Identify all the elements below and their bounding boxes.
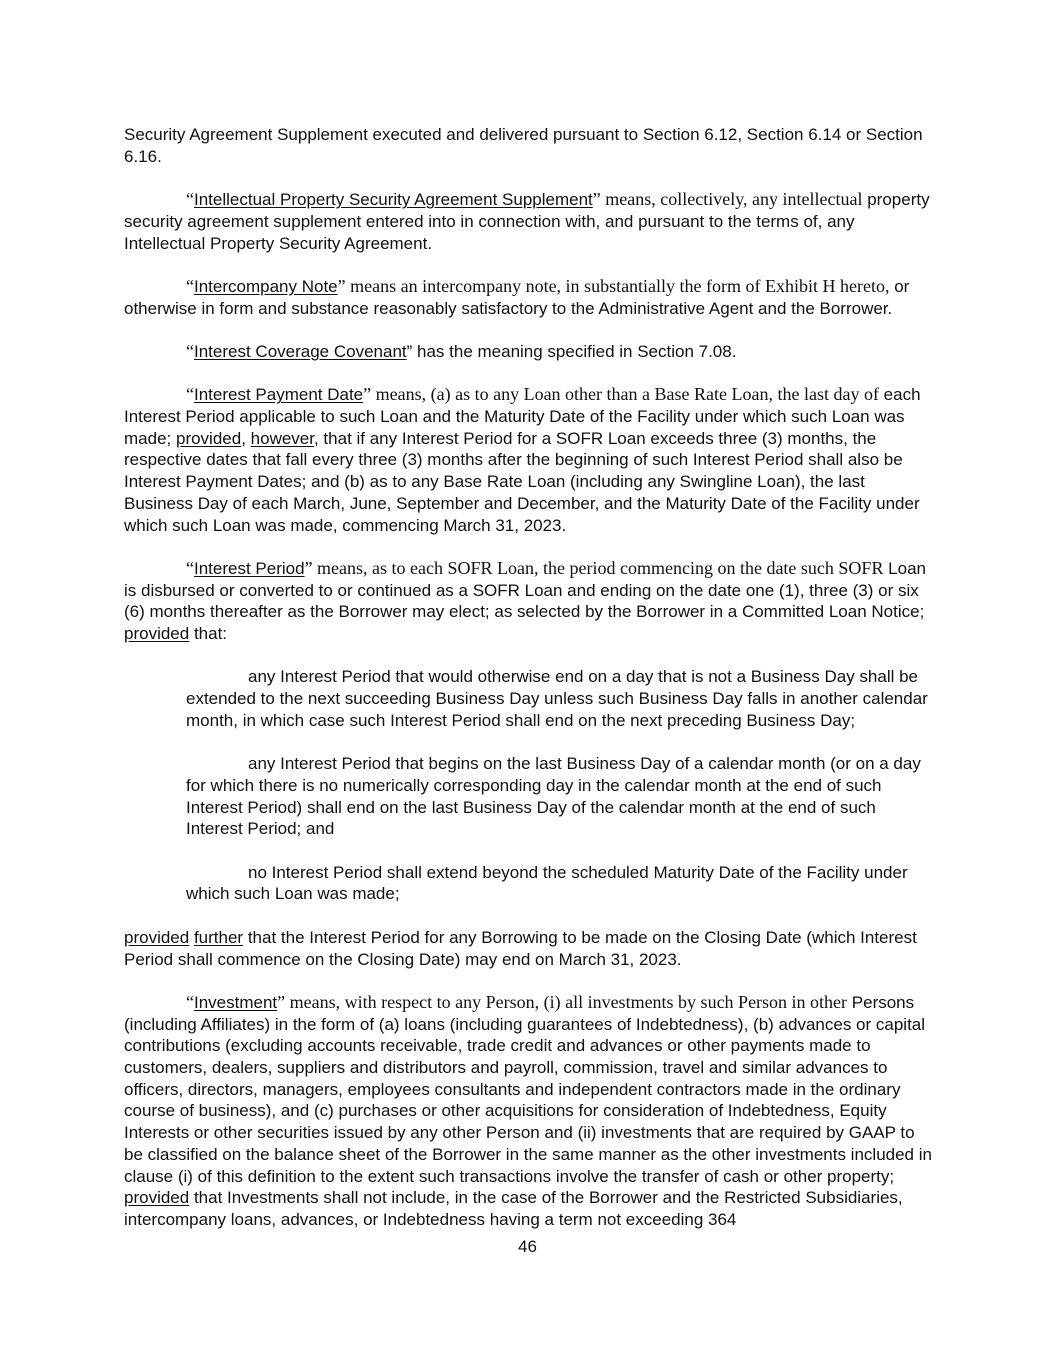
definition-text: Persons (including Affiliates) in the form of (a) loans (including guarantees of Indebtedness), (b) advances or capital contributions (excluding accounts receivable, trade credit and advances or other payments made to customers, dealers, suppliers and distributors and payroll, commission, travel and similar advances to officers, directors, managers, employees consultants and independent contractors made in the ordinary course of business), and (c) purchases or other acquisitions for consideration of Indebtedness, Equity Interests or other securities issued by any other Person and (ii) investments that are required by GAAP to be classified on the balance sheet of the Borrower in the same manner as the other investments included in clause (i) of this definition to the extent such transactions involve the transfer of cash or other property; [124, 992, 932, 1186]
defined-term: Interest Coverage Covenant [194, 341, 407, 361]
definition-interest-coverage-covenant: “Interest Coverage Covenant” has the meaning specified in Section 7.08. [186, 340, 737, 361]
provided-term: provided [124, 927, 190, 947]
interest-period-proviso [124, 927, 932, 970]
definition-intercompany-note: “Intercompany Note” means an intercompany note, in substantially the form of Exhibit H hereto, or otherwise in form and substance reasonably satisfactory to the Administrative Agent and the Borrower. [124, 275, 910, 318]
defined-term: Intellectual Property Security Agreement Supplement [194, 190, 593, 210]
provided-term: provided [124, 1188, 190, 1208]
definition-text: that Investments shall not include, in the case of the Borrower and the Restricted Subsidiaries, intercompany loans, advances, or Indebtedness having a term not exceeding 364 [124, 1188, 903, 1229]
definition-text: that: [189, 624, 228, 644]
definition-lead: ” means, as to each SOFR Loan, the period commencing on the date such SOFR [304, 557, 884, 578]
definition-ip-security-agreement-supplement: “Intellectual Property Security Agreement Supplement” means, collectively, any intellectual property security agreement supplement entered into in connection with, and pursuant to the terms of, any Intellectual Property Security Agreement. [124, 189, 930, 253]
defined-term: Interest Period [194, 558, 305, 578]
interest-period-clause-1: any Interest Period that would otherwise end on a day that is not a Business Day shall be extended to the next succeeding Business Day unless such Business Day falls in another calendar month, in which case such Interest Period shall end on the next preceding Business Day; [186, 667, 928, 730]
defined-term: Intercompany Note [194, 276, 338, 296]
definition-text: each Interest Period applicable to such Loan and the Maturity Date of the Facility under which such Loan was made; [124, 385, 921, 448]
carryover-paragraph: Security Agreement Supplement executed and delivered pursuant to Section 6.12, Section 6.14 or Section 6.16. [124, 125, 923, 166]
definition-text: Loan is disbursed or converted to or continued as a SOFR Loan and ending on the date one (1), three (3) or six (6) months thereafter as the Borrower may elect; as selected by the Borrower in a Committed Loan Notice; [124, 558, 926, 622]
separator: , [241, 428, 251, 448]
defined-term: Interest Payment Date [194, 385, 364, 405]
definition-text: property security agreement supplement entered into in connection with, and pursuant to the terms of, any Intellectual Property Security Agreement. [124, 190, 930, 253]
document-body [124, 124, 932, 1252]
definition-lead: ” means an intercompany note, in substantially the form of Exhibit H hereto, [337, 275, 890, 296]
provided-term: provided [124, 624, 190, 644]
defined-term: Investment [194, 992, 278, 1012]
interest-period-clause-3: no Interest Period shall extend beyond the scheduled Maturity Date of the Facility under which such Loan was made; [186, 862, 908, 904]
however-term: however [250, 428, 314, 448]
definition-investment: “Investment” means, with respect to any Person, (i) all investments by such Person in other Persons (including Affiliates) in the form of (a) loans (including guarantees of Indebtedness), (b) advances or capital contributions (excluding accounts receivable, trade credit and advances or other payments made to customers, dealers, suppliers and distributors and payroll, commission, travel and similar advances to officers, directors, managers, employees consultants and independent contractors made in the ordinary course of business), and (c) purchases or other acquisitions for consideration of Indebtedness, Equity Interests or other securities issued by any other Person and (ii) investments that are required by GAAP to be classified on the balance sheet of the Borrower in the same manner as the other investments included in clause (i) of this definition to the extent such transactions involve the transfer of cash or other property; provided that Investments shall not include, in the case of the Borrower and the Restricted Subsidiaries, intercompany loans, advances, or Indebtedness having a term not exceeding 364 [124, 991, 932, 1229]
definition-text: or otherwise in form and substance reasonably satisfactory to the Administrative Agent and the Borrower. [124, 276, 910, 318]
page-number: 46 [518, 1237, 537, 1256]
definition-text: , that if any Interest Period for a SOFR Loan exceeds three (3) months, the respective dates that fall every three (3) months after the beginning of such Interest Period shall also be Interest Payment Dates; and (b) as to any Base Rate Loan (including any Swingline Loan), the last Business Day of each March, June, September and December, and the Maturity Date of the Facility under which such Loan was made, commencing March 31, 2023. [124, 428, 920, 535]
further-term: further [193, 927, 244, 947]
provided-term: provided [175, 428, 242, 448]
interest-period-clause-2: any Interest Period that begins on the last Business Day of a calendar month (or on a day for which there is no numerically corresponding day in the calendar month at the end of such Interest Period) shall end on the last Business Day of the calendar month at the end of such Interest Period; and [186, 754, 921, 839]
definition-text: ” has the meaning specified in Section 7.08. [406, 341, 737, 361]
definition-lead: ” means, (a) as to any Loan other than a Base Rate Loan, the last day of [363, 384, 879, 405]
definition-lead: ” means, collectively, any intellectual [592, 189, 863, 210]
definition-interest-period: “Interest Period” means, as to each SOFR Loan, the period commencing on the date such SOFR Loan is disbursed or converted to or continued as a SOFR Loan and ending on the date one (1), three (3) or six (6) months thereafter as the Borrower may elect; as selected by the Borrower in a Committed Loan Notice; provided that: [124, 557, 926, 644]
definition-lead: ” means, with respect to any Person, (i) all investments by such Person in other [277, 991, 848, 1012]
definition-text: that the Interest Period for any Borrowing to be made on the Closing Date (which Interest Period shall commence on the Closing Date) may end on March 31, 2023. [124, 927, 917, 969]
definition-interest-payment-date: “Interest Payment Date” means, (a) as to any Loan other than a Base Rate Loan, the last day of each Interest Period applicable to such Loan and the Maturity Date of the Facility under which such Loan was made; provided, however, that if any Interest Period for a SOFR Loan exceeds three (3) months, the respective dates that fall every three (3) months after the beginning of such Interest Period shall also be Interest Payment Dates; and (b) as to any Base Rate Loan (including any Swingline Loan), the last Business Day of each March, June, September and December, and the Maturity Date of the Facility under which such Loan was made, commencing March 31, 2023. [124, 384, 921, 535]
